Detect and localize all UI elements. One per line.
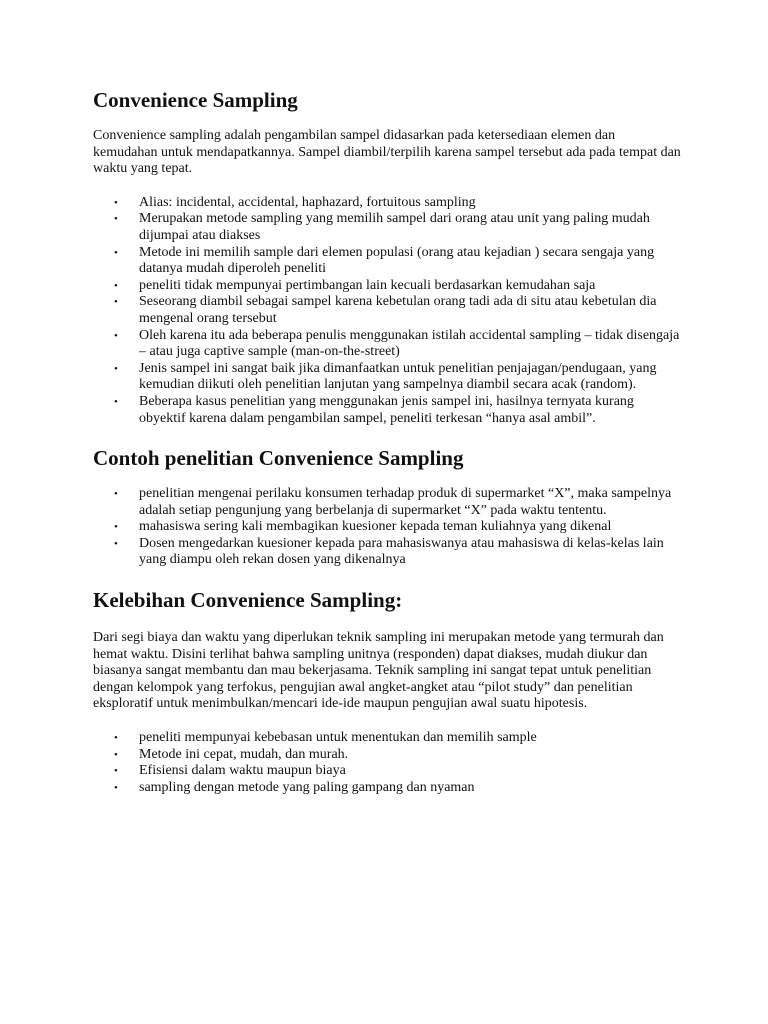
list-item-text: Alias: incidental, accidental, haphazard, fortuitous sampling <box>139 194 476 210</box>
bullet-icon: • <box>114 246 118 259</box>
list-item <box>93 394 683 427</box>
section-title-advantages: Kelebihan Convenience Sampling: <box>93 588 403 613</box>
bullet-icon: • <box>114 296 118 309</box>
list-item <box>93 730 683 747</box>
bullet-icon: • <box>114 213 118 226</box>
section-intro-paragraph: Convenience sampling adalah pengambilan sampel didasarkan pada ketersediaan elemen dan kemudahan untuk mendapatkannya. Sampel diambil/terpilih karena sampel tersebut ada pada tempat dan waktu yang tepat. <box>93 128 681 177</box>
list-item-text: Metode ini cepat, mudah, dan murah. <box>139 746 349 762</box>
list-item-text: Dosen mengedarkan kuesioner kepada para mahasiswanya atau mahasiswa di kelas-kelas lain yang diampu oleh rekan dosen yang dikenalnya <box>139 535 664 568</box>
bullet-list-examples <box>93 486 683 569</box>
bullet-icon: • <box>114 362 118 375</box>
list-item-text: Metode ini memilih sample dari elemen populasi (orang atau kejadian ) secara sengaja yang datanya mudah diperoleh peneliti <box>139 244 655 277</box>
list-item-text: Merupakan metode sampling yang memilih sampel dari orang atau unit yang paling mudah dijumpai atau diakses <box>139 211 650 243</box>
list-item <box>93 278 683 295</box>
bullet-icon: • <box>114 395 118 408</box>
bullet-icon: • <box>114 488 118 501</box>
list-item-text: mahasiswa sering kali membagikan kuesioner kepada teman kuliahnya yang dikenal <box>139 519 612 535</box>
list-item <box>93 536 683 569</box>
section-title-examples: Contoh penelitian Convenience Sampling <box>93 446 464 471</box>
list-item-text: Beberapa kasus penelitian yang menggunakan jenis sampel ini, hasilnya ternyata kurang obyektif karena dalam pengambilan sampel, peneliti terkesan “hanya asal ambil”. <box>139 393 634 426</box>
list-item <box>93 486 683 519</box>
list-item <box>93 211 683 244</box>
bullet-list-characteristics <box>93 195 683 427</box>
bullet-icon: • <box>114 765 118 778</box>
list-item <box>93 747 683 764</box>
list-item-text: peneliti mempunyai kebebasan untuk menentukan dan memilih sample <box>139 730 537 746</box>
list-item-text: penelitian mengenai perilaku konsumen terhadap produk di supermarket “X”, maka sampelnya adalah setiap pengunjung yang berbelanja di supermarket “X” pada waktu tententu. <box>139 486 672 518</box>
list-item-text: Efisiensi dalam waktu maupun biaya <box>139 763 346 779</box>
list-item <box>93 245 683 278</box>
section-title-convenience-sampling: Convenience Sampling <box>93 88 298 112</box>
list-item <box>93 780 683 797</box>
list-item-text: Oleh karena itu ada beberapa penulis menggunakan istilah accidental sampling – tidak disengaja – atau juga captive sample (man-on-the-street) <box>139 327 680 360</box>
bullet-icon: • <box>114 329 118 342</box>
bullet-icon: • <box>114 196 118 209</box>
list-item <box>93 361 683 394</box>
bullet-list-advantages <box>93 730 683 796</box>
bullet-icon: • <box>114 521 118 534</box>
bullet-icon: • <box>114 537 118 550</box>
list-item-text: sampling dengan metode yang paling gampang dan nyaman <box>139 779 475 795</box>
list-item <box>93 328 683 361</box>
bullet-icon: • <box>114 732 118 745</box>
list-item <box>93 195 683 212</box>
list-item <box>93 519 683 536</box>
list-item <box>93 763 683 780</box>
document-page <box>93 86 683 796</box>
list-item-text: peneliti tidak mempunyai pertimbangan lain kecuali berdasarkan kemudahan saja <box>139 277 596 293</box>
section-advantages-paragraph: Dari segi biaya dan waktu yang diperlukan teknik sampling ini merupakan metode yang termurah dan hemat waktu. Disini terlihat bahwa sampling unitnya (responden) dapat diakses, mudah diukur dan biasanya sangat membantu dan mau bekerjasama. Teknik sampling ini sangat tepat untuk penelitian dengan kelompok yang terfokus, pengujian awal angket-angket atau “pilot study” dan penelitian eksploratif untuk menimbulkan/mencari ide-ide maupun pengujian awal suatu hipotesis. <box>93 630 664 712</box>
list-item <box>93 294 683 327</box>
bullet-icon: • <box>114 279 118 292</box>
bullet-icon: • <box>114 781 118 794</box>
list-item-text: Jenis sampel ini sangat baik jika dimanfaatkan untuk penelitian penjajagan/pendugaan, yang kemudian diikuti oleh penelitian lanjutan yang sampelnya diambil secara acak (random). <box>139 360 657 393</box>
bullet-icon: • <box>114 748 118 761</box>
list-item-text: Seseorang diambil sebagai sampel karena kebetulan orang tadi ada di situ atau kebetulan dia mengenal orang tersebut <box>139 294 657 326</box>
